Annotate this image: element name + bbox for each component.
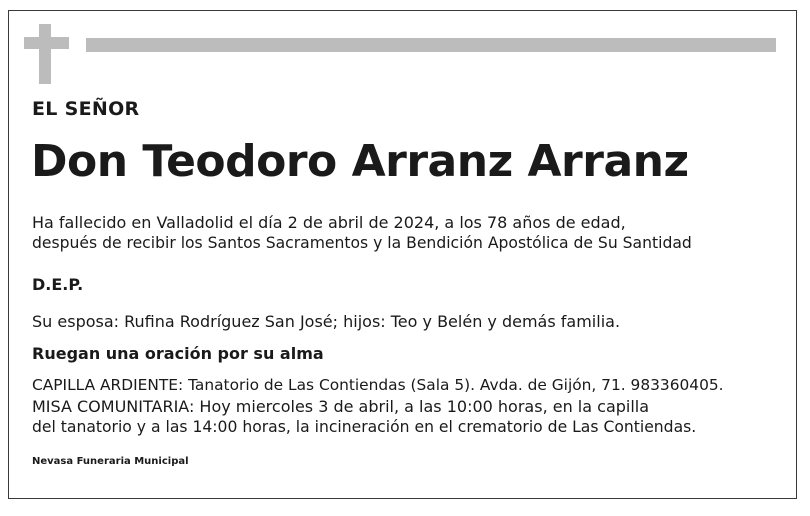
- rip-text: D.E.P.: [32, 275, 84, 294]
- title-prefix: EL SEÑOR: [32, 98, 140, 120]
- family-text: Su esposa: Rufina Rodríguez San José; hijos: Teo y Belén y demás familia.: [32, 312, 621, 331]
- prayer-text: Ruegan una oración por su alma: [32, 344, 324, 363]
- details-line-3: del tanatorio y a las 14:00 horas, la incineración en el crematorio de Las Contiendas.: [32, 418, 697, 436]
- cross-vertical-bar: [39, 24, 51, 84]
- cross-horizontal-bar: [24, 37, 69, 49]
- funeral-home-credit: Nevasa Funeraria Municipal: [32, 456, 189, 467]
- details-line-2: MISA COMUNITARIA: Hoy miercoles 3 de abril, a las 10:00 horas, en la capilla: [32, 397, 650, 416]
- deceased-name: Don Teodoro Arranz Arranz: [31, 136, 689, 187]
- death-line-1: Ha fallecido en Valladolid el día 2 de abril de 2024, a los 78 años de edad,: [32, 213, 626, 232]
- header-rule: [86, 38, 776, 52]
- details-line-1: CAPILLA ARDIENTE: Tanatorio de Las Contiendas (Sala 5). Avda. de Gijón, 71. 983360405.: [32, 376, 724, 394]
- death-line-2: después de recibir los Santos Sacramentos y la Bendición Apostólica de Su Santidad: [32, 234, 692, 252]
